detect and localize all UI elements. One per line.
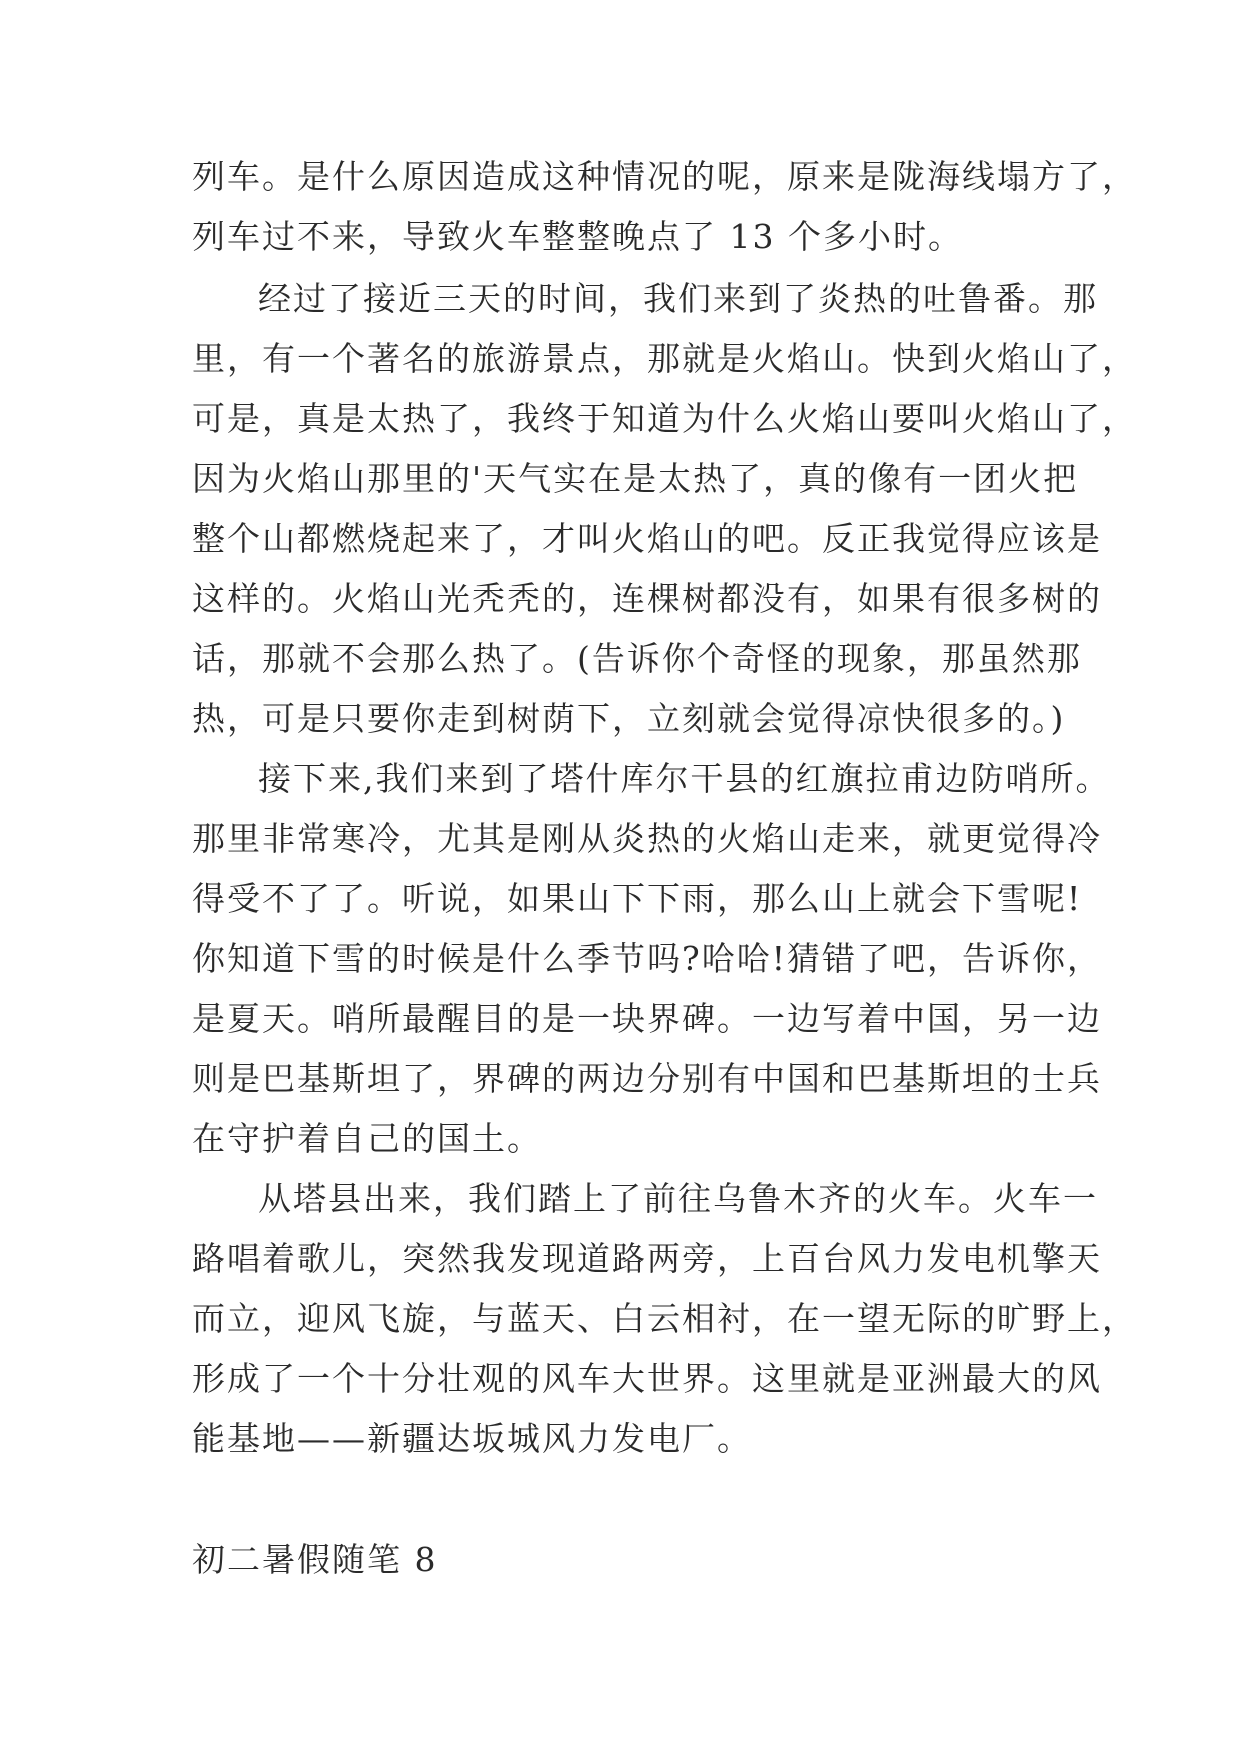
text-line: 而立，迎风飞旋，与蓝天、白云相衬，在一望无际的旷野上，	[192, 1299, 1137, 1338]
text-line: 这样的。火焰山光秃秃的，连棵树都没有，如果有很多树的	[192, 579, 1102, 618]
paragraph-start-line: 经过了接近三天的时间，我们来到了炎热的吐鲁番。那	[258, 279, 1098, 318]
text-line: 热，可是只要你走到树荫下，立刻就会觉得凉快很多的。)	[192, 699, 1066, 738]
text-line: 在守护着自己的国土。	[192, 1119, 542, 1158]
paragraph-start-line: 接下来,我们来到了塔什库尔干县的红旗拉甫边防哨所。	[258, 759, 1111, 798]
text-line: 可是，真是太热了，我终于知道为什么火焰山要叫火焰山了，	[192, 399, 1137, 438]
section-heading: 初二暑假随笔 8	[192, 1540, 438, 1579]
text-line: 能基地——新疆达坂城风力发电厂。	[192, 1419, 752, 1458]
paragraph-start-line: 从塔县出来，我们踏上了前往乌鲁木齐的火车。火车一	[258, 1179, 1098, 1218]
text-line: 列车。是什么原因造成这种情况的呢，原来是陇海线塌方了，	[192, 157, 1137, 196]
text-line: 得受不了了。听说，如果山下下雨，那么山上就会下雪呢!	[192, 879, 1083, 918]
text-line: 话，那就不会那么热了。(告诉你个奇怪的现象，那虽然那	[192, 639, 1082, 678]
text-line: 你知道下雪的时候是什么季节吗?哈哈!猜错了吧，告诉你，	[192, 939, 1102, 978]
text-line: 因为火焰山那里的'天气实在是太热了，真的像有一团火把	[192, 459, 1079, 498]
text-line: 列车过不来，导致火车整整晚点了 13 个多小时。	[192, 217, 963, 256]
text-line: 路唱着歌儿，突然我发现道路两旁，上百台风力发电机擎天	[192, 1239, 1102, 1278]
text-line: 是夏天。哨所最醒目的是一块界碑。一边写着中国，另一边	[192, 999, 1102, 1038]
text-line: 整个山都燃烧起来了，才叫火焰山的吧。反正我觉得应该是	[192, 519, 1102, 558]
text-line: 里，有一个著名的旅游景点，那就是火焰山。快到火焰山了，	[192, 339, 1137, 378]
text-line: 那里非常寒冷，尤其是刚从炎热的火焰山走来，就更觉得冷	[192, 819, 1102, 858]
text-line: 形成了一个十分壮观的风车大世界。这里就是亚洲最大的风	[192, 1359, 1102, 1398]
text-line: 则是巴基斯坦了，界碑的两边分别有中国和巴基斯坦的士兵	[192, 1059, 1102, 1098]
